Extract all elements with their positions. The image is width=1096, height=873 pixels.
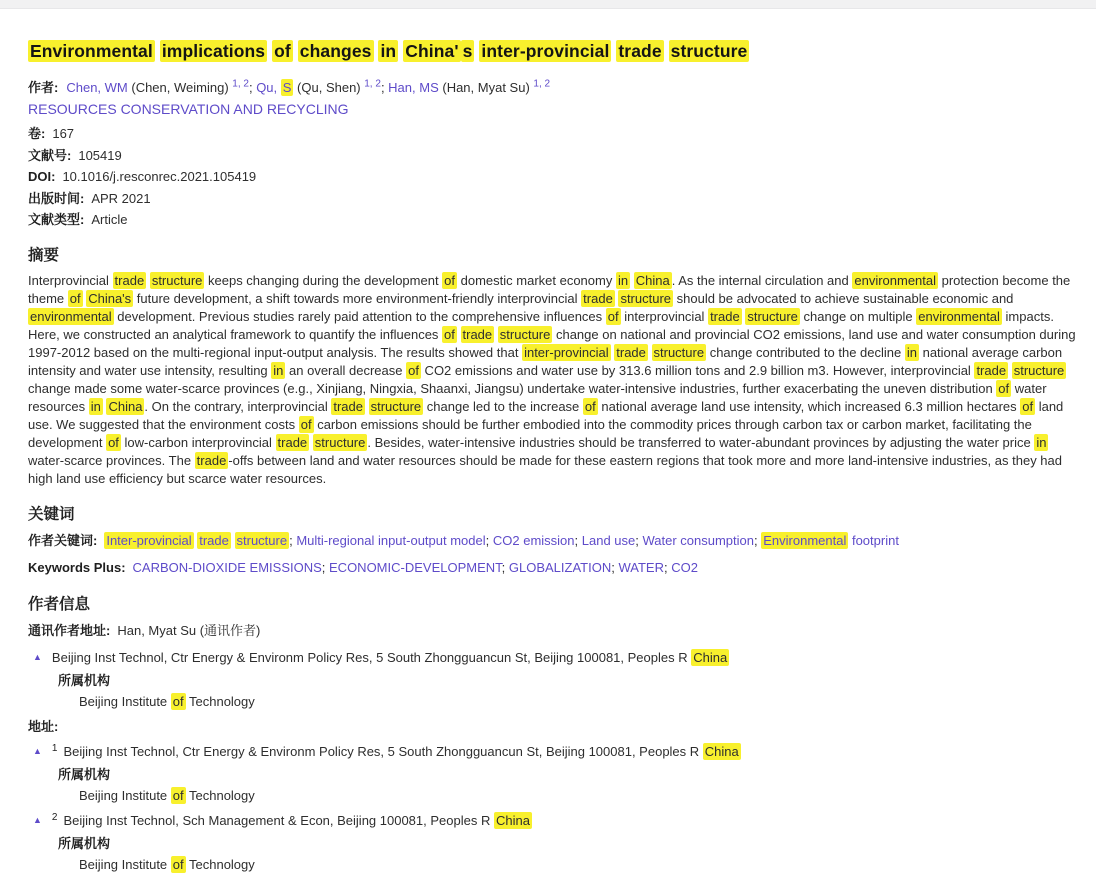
publish-date-value: APR 2021 (91, 190, 151, 206)
abstract-heading: 摘要 (28, 246, 60, 264)
affiliation-superscript[interactable]: 1, 2 (364, 78, 381, 90)
meta-list (28, 123, 1076, 231)
author-info-heading: 作者信息 (28, 595, 91, 613)
affiliation-label: 所属机构 (58, 835, 111, 851)
inline-link[interactable]: Water consumption (642, 532, 754, 548)
corresponding-address-line (28, 649, 1076, 666)
inline-link[interactable]: Environmental (763, 532, 847, 548)
inline-link[interactable]: trade (199, 532, 229, 548)
corresponding-author-label: 通讯作者地址: (28, 622, 111, 638)
keywords-plus-list: CARBON-DIOXIDE EMISSIONS; ECONOMIC-DEVELOPMENT; GLOBALIZATION; WATER; CO2 (132, 559, 698, 575)
volume-row (28, 123, 1076, 145)
affiliation-label: 所属机构 (58, 766, 111, 782)
article-title: Environmental implications of changes in China' s inter-provincial trade structure (30, 41, 748, 61)
expand-triangle-icon[interactable]: ▲ (33, 814, 42, 825)
doc-type-row (28, 209, 1076, 231)
doc-type-label: 文献类型: (28, 212, 85, 227)
expand-triangle-icon[interactable]: ▲ (33, 651, 42, 662)
authors-list: Chen, WM (Chen, Weiming) $^{1, 2}$; Qu, S (Qu, Shen) $^{1, 2}$; Han, MS (Han, Myat Su) $^{1, 2}$ (66, 78, 551, 95)
keywords-heading: 关键词 (28, 505, 75, 523)
article-number-label: 文献号: (28, 147, 72, 163)
address-item-1 (28, 743, 1076, 804)
inline-link[interactable]: S (282, 80, 292, 95)
doi-value: 10.1016/j.resconrec.2021.105419 (62, 169, 257, 184)
authors-line (28, 80, 1076, 96)
author-keywords-row (28, 530, 1076, 551)
affiliation-label: 所属机构 (58, 672, 111, 688)
inline-link[interactable]: structure (236, 532, 288, 548)
inline-link[interactable]: CO2 (671, 559, 698, 575)
inline-link[interactable]: CO2 emission (492, 532, 575, 548)
address-text: Beijing Inst Technol, Sch Management & Econ, Beijing 100081, Peoples R China (63, 812, 530, 828)
doi-row (28, 166, 1076, 188)
keywords-plus-row (28, 557, 1076, 578)
address-superscript: 2 (51, 811, 58, 823)
affiliation-superscript[interactable]: 1, 2 (232, 78, 249, 90)
article-number-row (28, 145, 1076, 167)
author-keywords-label: 作者关键词: (28, 532, 98, 548)
record-page (0, 39, 1096, 873)
inline-link[interactable]: Inter-provincial (106, 532, 192, 548)
journal-line (28, 101, 1076, 118)
address-superscript: 1 (51, 742, 58, 754)
corresponding-address-block (28, 649, 1076, 710)
inline-link[interactable]: WATER (618, 559, 664, 575)
affiliation-name: Beijing Institute of Technology (79, 693, 255, 709)
author-info-section (28, 595, 1076, 873)
inline-link[interactable]: ECONOMIC-DEVELOPMENT (329, 559, 502, 575)
keywords-section (28, 505, 1076, 578)
inline-link[interactable]: Han, MS (388, 80, 439, 95)
affiliation-name: Beijing Institute of Technology (79, 787, 255, 803)
page-top-strip (0, 0, 1096, 9)
inline-link[interactable]: footprint (848, 532, 899, 548)
volume-value: 167 (52, 126, 75, 141)
authors-label: 作者: (28, 80, 59, 95)
publish-date-label: 出版时间: (28, 190, 85, 206)
inline-link[interactable]: Land use (581, 532, 636, 548)
affiliation-name: Beijing Institute of Technology (79, 856, 255, 872)
inline-link[interactable]: GLOBALIZATION (508, 559, 612, 575)
journal-link[interactable]: RESOURCES CONSERVATION AND RECYCLING (28, 101, 349, 117)
doi-label: DOI: (28, 169, 56, 184)
keywords-plus-label: Keywords Plus: (28, 559, 126, 575)
corresponding-author-value: Han, Myat Su (通讯作者) (117, 622, 261, 638)
address-text: Beijing Inst Technol, Ctr Energy & Environm Policy Res, 5 South Zhongguancun St, Beijing 100081, Peoples R China (63, 743, 739, 759)
article-number-value: 105419 (78, 147, 122, 163)
inline-link[interactable]: Qu, (256, 80, 281, 95)
inline-link[interactable]: Multi-regional input-output model (296, 532, 486, 548)
affiliation-superscript[interactable]: 1, 2 (533, 78, 551, 90)
addresses-label: 地址: (28, 718, 59, 734)
abstract-text: Interprovincial trade structure keeps changing during the development of domestic market economy in China . As the internal circulation and environmental protection become the theme of China's future development, a shift towards more environment-friendly interprovincial trade structure should be advocated to achieve sustainable economic and environmental development. Previous studies rarely paid attention to the comprehensive influences of interprovincial trade structure change on multiple environmental impacts. Here, we constructed an analytical framework to quantify the influences of trade structure change on national and provincial CO2 emissions, land use and water consumption during 1997-2012 based on the multi-regional input-output analysis. The results showed that inter-provincial trade structure change contributed to the decline in national average carbon intensity and water use intensity, resulting in an overall decrease of CO2 emissions and water use by 313.6 million tons and 2.9 billion m3. However, interprovincial trade structure change made some water-scarce provinces (e.g., Xinjiang, Ningxia, Shaanxi, Jiangsu) undertake water-intensive industries, further exacerbating the uneven distribution of water resources in China . On the contrary, interprovincial trade structure change led to the increase of national average land use intensity, which increased 6.3 million hectares of land use. We suggested that the environment costs of carbon emissions should be further embodied into the commodity prices through carbon tax or carbon market, facilitating the development of low-carbon interprovincial trade structure . Besides, water-intensive industries should be transferred to water-abundant provinces by adjusting the water price in water-scarce provinces. The trade -offs between land and water resources should be made for these eastern regions that took more and more land-intensive industries, as they had high land use efficiency but scarce water resources. (28, 272, 1076, 486)
inline-link[interactable]: Chen, WM (66, 80, 128, 95)
volume-label: 卷: (28, 126, 46, 141)
address-line-1 (28, 743, 1076, 760)
expand-triangle-icon[interactable]: ▲ (33, 745, 42, 756)
inline-link[interactable]: CARBON-DIOXIDE EMISSIONS (132, 559, 322, 575)
corresponding-author-row (28, 621, 1076, 641)
publish-date-row (28, 188, 1076, 210)
author-keywords-list: Inter-provincial trade structure ; Multi-regional input-output model; CO2 emission; Land use; Water consumption; Environmental footprint (106, 532, 899, 548)
address-item-2 (28, 812, 1076, 873)
inline-link[interactable] (231, 533, 235, 548)
doc-type-value: Article (91, 212, 128, 227)
address-line-2 (28, 812, 1076, 829)
abstract-section (28, 246, 1076, 488)
corresponding-address-text: Beijing Inst Technol, Ctr Energy & Environm Policy Res, 5 South Zhongguancun St, Beijing 100081, Peoples R China (51, 649, 728, 665)
